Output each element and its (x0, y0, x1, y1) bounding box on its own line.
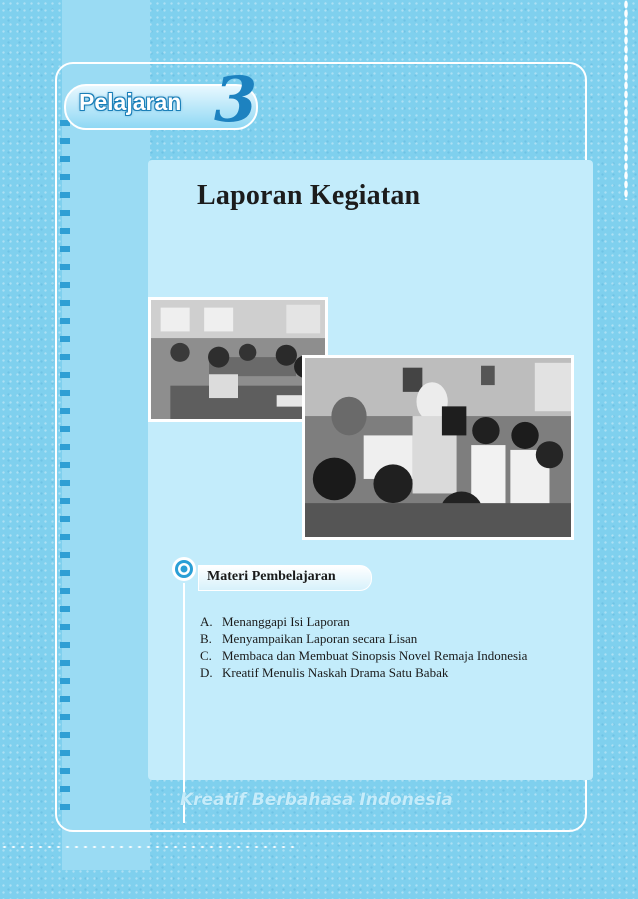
photo-students-reading (302, 355, 574, 540)
bottom-decor-dots (0, 845, 300, 849)
lesson-number: 3 (214, 63, 258, 136)
list-item (200, 665, 530, 681)
list-item-letter: D. (200, 665, 213, 680)
list-item-letter: B. (200, 631, 212, 646)
list-item-letter: A. (200, 614, 213, 629)
right-decor-dots (624, 0, 628, 200)
materi-divider-line (183, 583, 185, 823)
list-item-text: Membaca dan Membuat Sinopsis Novel Remaja Indonesia (222, 648, 528, 663)
materi-heading: Materi Pembelajaran (207, 569, 336, 584)
list-item (200, 614, 530, 630)
target-icon (171, 556, 197, 582)
list-item-letter: C. (200, 648, 212, 663)
list-item (200, 648, 530, 664)
lesson-word: Pelajaran (79, 89, 182, 115)
footer-brand: Kreatif Berbahasa Indonesia (180, 790, 453, 810)
photo-library-reading (148, 297, 328, 422)
lesson-badge (64, 63, 264, 136)
list-item (200, 631, 530, 647)
materi-list (200, 614, 530, 682)
list-item-text: Kreatif Menulis Naskah Drama Satu Babak (222, 665, 449, 680)
list-item-text: Menanggapi Isi Laporan (222, 614, 350, 629)
list-item-text: Menyampaikan Laporan secara Lisan (222, 631, 418, 646)
chapter-title: Laporan Kegiatan (197, 180, 421, 211)
materi-heading-box (198, 565, 372, 591)
